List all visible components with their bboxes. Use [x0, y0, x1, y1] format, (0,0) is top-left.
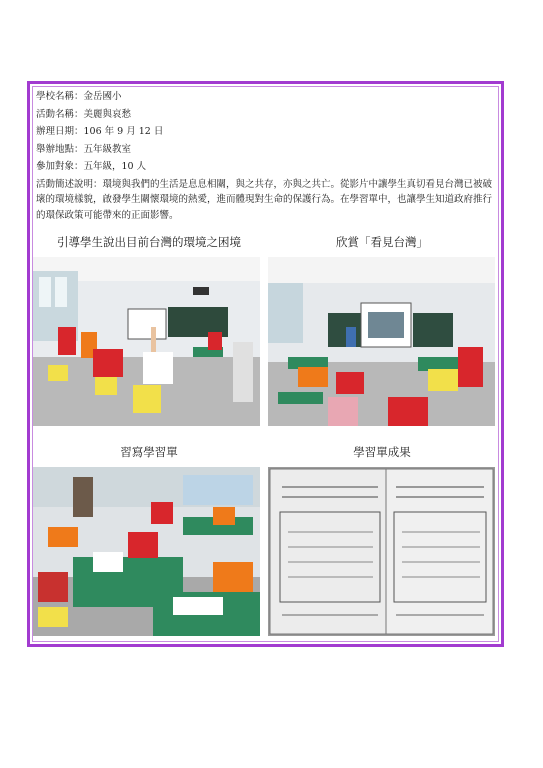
photo-watching-film: [268, 257, 495, 426]
photo4-caption: 學習單成果: [353, 445, 411, 459]
photo-writing-worksheets: [33, 467, 260, 636]
activity-description: 活動簡述說明：環境與我們的生活是息息相關，與之共存，亦與之共亡。從影片中讓學生真切看見台灣已被破壞的環境樣貌，啟發學生關懷環境的熱愛，進而體現對生命的保護行為。在學習單中，也讓學生知道政府推行的環保政策可能帶來的正面影響。: [36, 178, 493, 221]
activity-name: 活動名稱：美麗與哀愁: [36, 108, 132, 120]
photo3-caption: 習寫學習單: [120, 445, 178, 459]
photo2-caption: 欣賞「看見台灣」: [336, 235, 428, 249]
activity-info: [36, 88, 498, 223]
activity-date: 辦理日期：106 年 9 月 12 日: [36, 126, 164, 138]
school-name: 學校名稱：金岳國小: [36, 91, 122, 102]
photo-worksheet-results: [268, 467, 495, 636]
activity-participants: 參加對象：五年級，10 人: [36, 161, 147, 173]
photo1-caption: 引導學生說出目前台灣的環境之困境: [57, 235, 241, 249]
activity-venue: 舉辦地點：五年級教室: [36, 143, 132, 155]
photo-classroom-discussion: [33, 257, 260, 426]
activity-report-frame: [27, 81, 504, 647]
